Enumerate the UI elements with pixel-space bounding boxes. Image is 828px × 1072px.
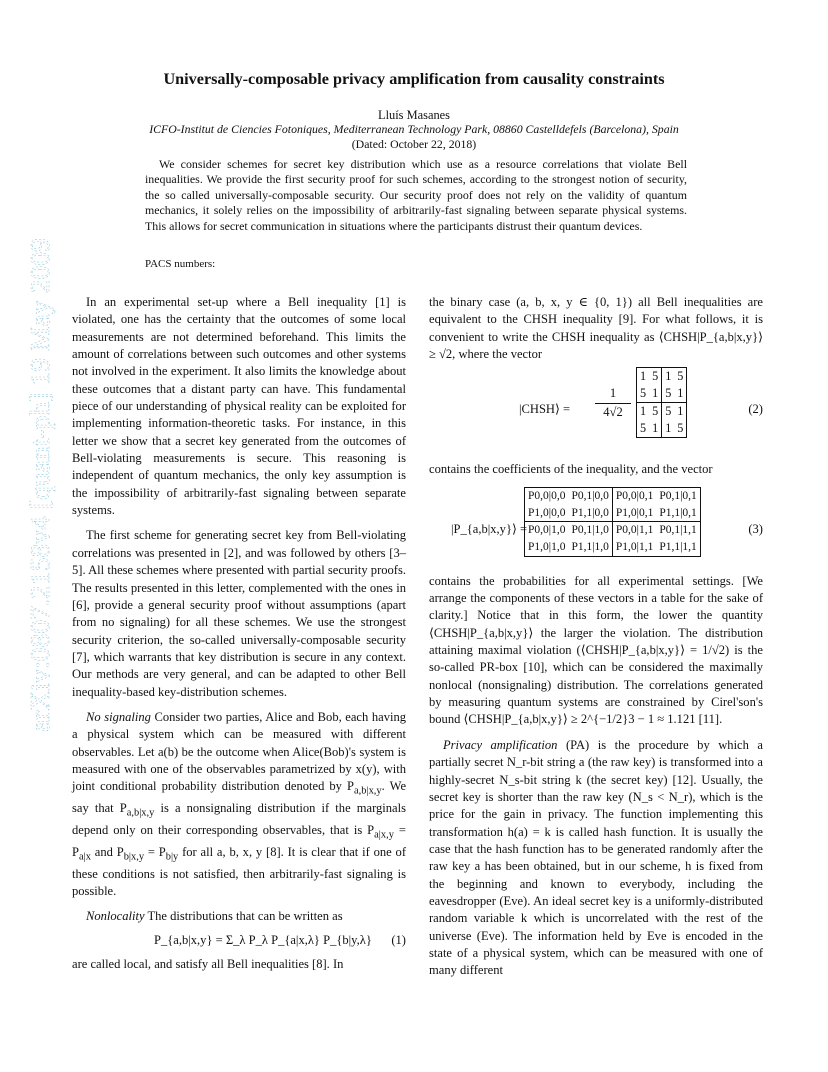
paragraph: In an experimental set-up where a Bell inequality [1] is violated, one has the certainty that the outcomes of some local measurements are not determined beforehand. This limits the amount of correlations between such outcomes and other systems not involved in the experiment. It also limits the knowledge about these outcomes that a distant party can have. This fundamental piece of our understanding of physical reality can be exploited for implementing information-theoretic tasks. For instance, in this letter we show that a secret key generated from the outcomes of Bell-violating measurements is secure. This reasoning is independent of quantum mechanics, the only key assumption is the impossibility of arbitrarily-fast signaling between separate systems. [72, 295, 406, 518]
matrix-cell: P1,0|0,0 [525, 505, 569, 522]
author-name: Lluís Masanes [378, 108, 450, 122]
equation-1-number: (1) [391, 932, 406, 947]
equation-3 [429, 487, 763, 567]
matrix-cell: P0,0|0,0 [525, 487, 569, 504]
matrix-cell: 1 [652, 386, 659, 401]
matrix-cell: 1 [674, 385, 687, 402]
pacs-numbers: PACS numbers: [145, 258, 216, 270]
date-line: (Dated: October 22, 2018) [351, 137, 477, 151]
matrix-cell: P1,1|1,0 [568, 539, 612, 556]
section-head: Nonlocality [86, 909, 145, 924]
matrix-cell: P0,0|0,1 [612, 487, 656, 504]
matrix-cell: P0,0|1,1 [612, 522, 656, 539]
section-head: Privacy amplification [443, 737, 558, 752]
matrix-cell: P1,1|0,1 [656, 505, 700, 522]
equation-3-lhs: |P_{a,b|x,y}⟩ = [451, 521, 528, 536]
matrix-cell: 1 [674, 402, 687, 419]
matrix-cell: P1,1|1,1 [656, 539, 700, 556]
matrix-cell: 5 [649, 368, 662, 385]
abstract [145, 157, 687, 234]
arxiv-stamp-text: arXiv:0807.2158v4 [quant-ph] 19 May 2009 [25, 249, 55, 732]
abstract-text: We consider schemes for secret key distribution which use as a resource correlations that violate Bell inequalities. We provide the first security proof for such schemes, according to the strongest notion of security, the so called universally-composable security. Our security proof does not rely on the validity of quantum mechanics, it solely relies on the impossibility of arbitrarily-fast signaling between separate physical systems. This allows for secret communication in situations where the participants distrust their quantum devices. [145, 157, 687, 233]
equation-1-body: P_{a,b|x,y} = Σ_λ P_λ P_{a|x,λ} P_{b|y,λ} [154, 932, 372, 947]
matrix-cell: P0,1|0,1 [656, 487, 700, 504]
paragraph: the binary case (a, b, x, y ∈ {0, 1}) all Bell inequalities are equivalent to the CHSH inequality [9]. For what follows, it is convenient to write the CHSH inequality as ⟨CHSH|P_{a,b|x,y}⟩ ≥ √2, where the vector [429, 295, 763, 362]
matrix-cell: 5 [637, 385, 650, 402]
matrix-cell: 5 [674, 368, 687, 385]
matrix-cell: P0,1|1,1 [656, 522, 700, 539]
matrix-cell: P0,1|0,0 [568, 487, 612, 504]
matrix-cell: 5 [649, 402, 662, 419]
section-head: No signaling [86, 709, 151, 724]
matrix-cell: P1,0|1,1 [612, 539, 656, 556]
arxiv-stamp [14, 236, 64, 734]
paragraph: are called local, and satisfy all Bell inequalities [8]. In [72, 956, 344, 971]
equation-2-lhs: |CHSH⟩ = [519, 402, 571, 417]
equation-2-number: (2) [748, 402, 763, 417]
paragraph: contains the coefficients of the inequality, and the vector [429, 462, 713, 477]
equation-2-fraction: $\frac{1}{4√2}$ [595, 385, 631, 421]
probability-matrix [524, 487, 701, 557]
matrix-cell: 5 [637, 420, 650, 437]
paragraph: The first scheme for generating secret key from Bell-violating correlations was presented in [2], and was followed by others [3–5]. All these schemes where presented with partial security proofs. The results presented in this letter, complemented with the ones in [6], provide a general security proof without assumptions (apart from no signaling) for all these schemes. We use the strongest security criterion, the so-called universally-composable security [7], which warrants that key distribution is secure in any context. Our methods are very general, and can be adapted to other Bell inequality-based key-distribution schemes. [72, 528, 406, 699]
equation-2 [429, 367, 763, 455]
chsh-matrix [636, 367, 687, 437]
matrix-cell: P0,1|1,0 [568, 522, 612, 539]
matrix-cell: 1 [662, 368, 675, 385]
paragraph-privacy-amplification: Privacy amplification (PA) is the procedure by which a partially secret N_r-bit string a (the raw key) is transformed into a highly-secret N_s-bit string k (the secret key) [12]. Usually, the secret key is shorter than the raw key (N_s < N_r), which is the price for the gain in privacy. The function implementing this transformation h(a) = k is called hash function. It is usually the case that the hash function has to be generated randomly after the raw key a has been obtained, but in our scheme, h is fixed from the beginning and known to everybody, including the eavesdropper (Eve). An ideal secret key is a uniformly-distributed random variable k which is uncorrelated with the rest of the universe (Eve). The information held by Eve is encoded in the state of a physical system, which can be measured with one of many different [429, 737, 763, 978]
paragraph-no-signaling: No signaling Consider two parties, Alice and Bob, each having a physical system which can be measured with different observables. Let a(b) be the outcome when Alice(Bob)'s system is measured with one of the observables parametrized by x(y), with joint conditional probability distribution denoted by $P_{a,b|x,y}$. We say that $P_{a,b|x,y}$ is a nonsignaling distribution if the marginals depend only on their corresponding observables, that is $P_{a|x,y} = P_{a|x}$ and $P_{b|x,y} = P_{b|y}$ for all a, b, x, y [8]. It is clear that if one of these conditions is not satisfied, then arbitrarily-fast signaling is possible. [72, 709, 407, 898]
matrix-cell: P0,0|1,0 [525, 522, 569, 539]
matrix-cell: P1,1|0,0 [571, 506, 609, 519]
matrix-cell: 1 [649, 420, 662, 437]
matrix-cell: 1 [637, 402, 650, 419]
equation-3-number: (3) [748, 521, 763, 536]
matrix-cell: 5 [662, 402, 675, 419]
matrix-cell: 5 [662, 385, 675, 402]
paper-title: Universally-composable privacy amplification from causality constraints [163, 70, 665, 88]
matrix-cell: P1,0|0,1 [612, 505, 656, 522]
paragraph: contains the probabilities for all experimental settings. [We arrange the components of these vectors in a table for the sake of clarity.] Notice that in this form, the lower the quantity ⟨CHSH|P_{a,b|x,y}⟩ the larger the violation. The distribution attaining maximal violation (⟨CHSH|P_{a,b|x,y}⟩ = 1/√2) is the so-called PR-box [10], which can be considered the maximally nonlocal (nonsignaling) distribution. The correlations generated by measuring quantum systems are constrained by Cirel'son's bound ⟨CHSH|P_{a,b|x,y}⟩ ≥ 2^{−1/2}3 − 1 ≈ 1.121 [11]. [429, 573, 763, 727]
equation-1 [72, 930, 406, 952]
matrix-cell: 5 [674, 420, 687, 437]
left-column [72, 294, 406, 973]
arxiv-stamp-graphic [14, 236, 64, 734]
paragraph-nonlocality: Nonlocality The distributions that can be written as [86, 909, 343, 924]
matrix-cell: 1 [637, 368, 650, 385]
matrix-cell: P1,0|1,0 [525, 539, 569, 556]
affiliation: ICFO-Institut de Ciencies Fotoniques, Mediterranean Technology Park, 08860 Castelldefels (Barcelona), Spain [149, 122, 679, 136]
matrix-cell: 1 [662, 420, 675, 437]
right-column [429, 294, 763, 980]
